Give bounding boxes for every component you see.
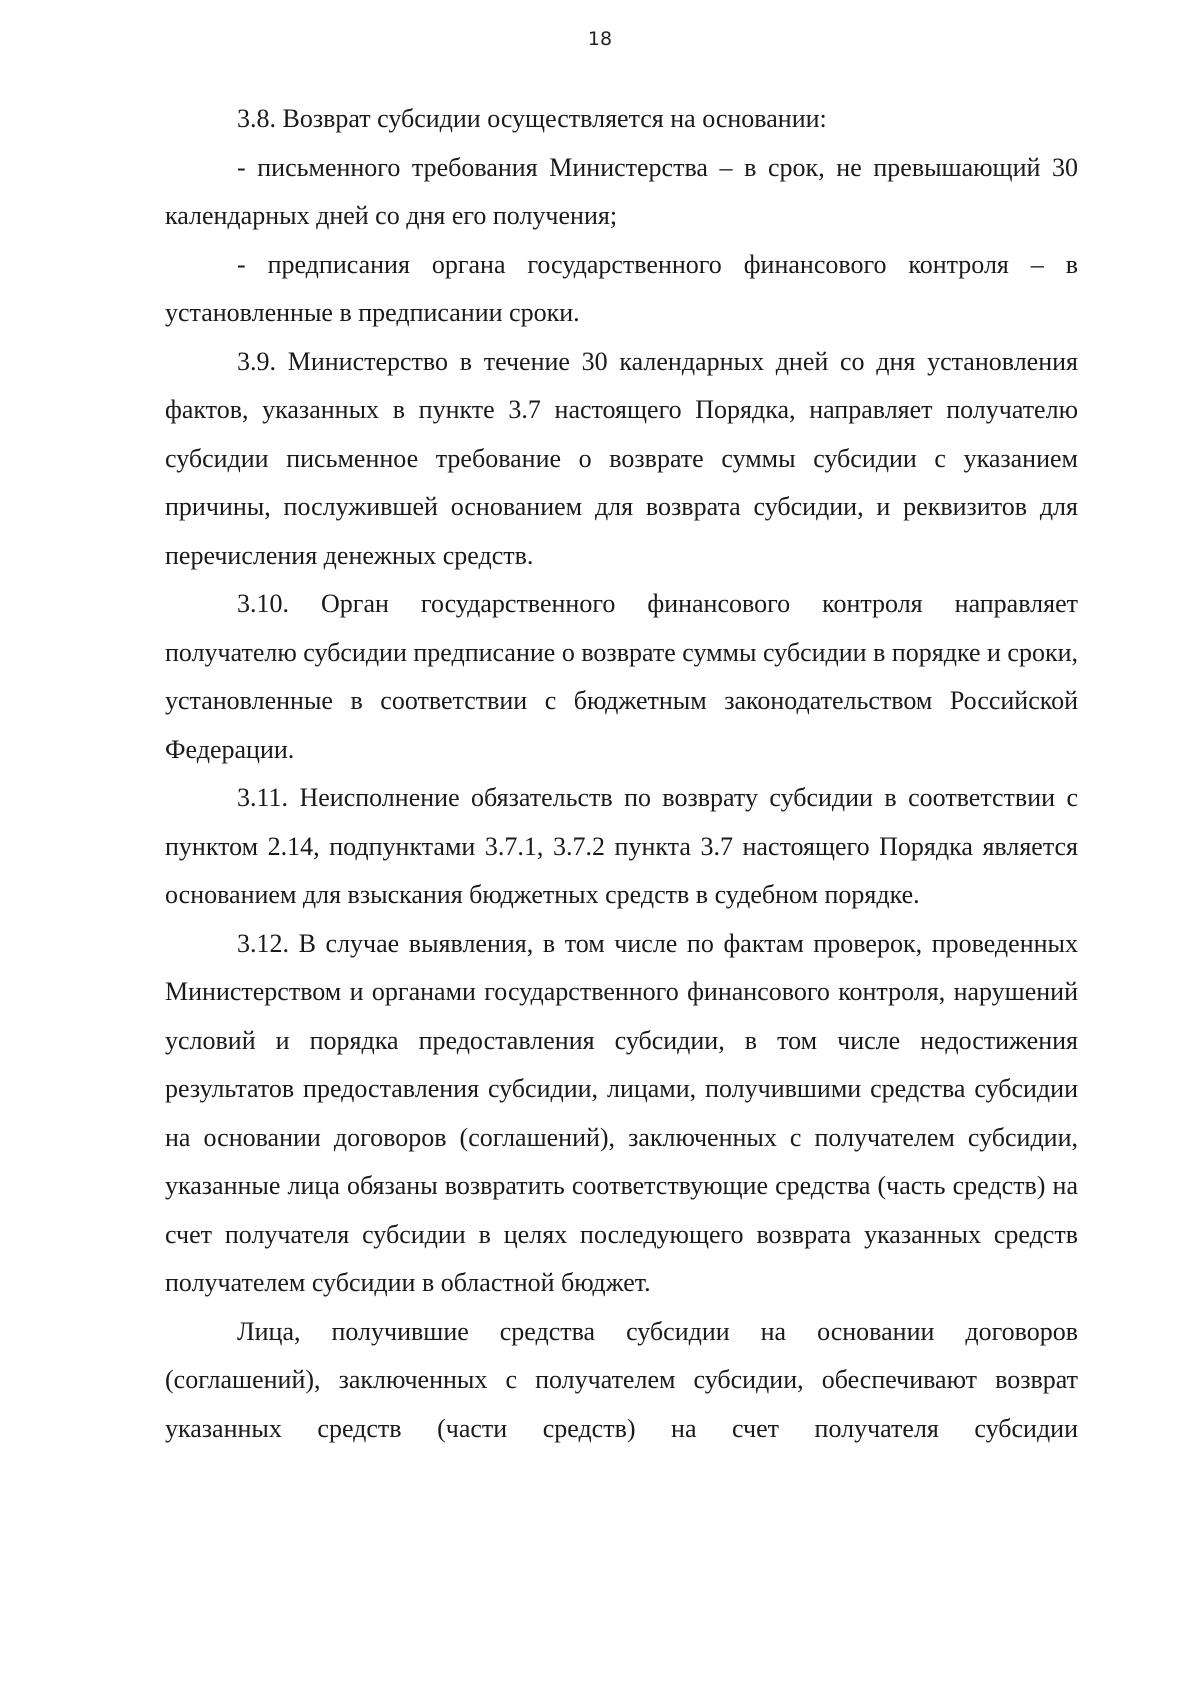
paragraph-3-8: 3.8. Возврат субсидии осуществляется на основании: <box>237 104 827 133</box>
paragraph-written-demand: - письменного требования Министерства – в срок, не превышающий 30 календарных дней со дня его получения; <box>165 152 1078 230</box>
paragraph-control-order: - предписания органа государственного финансового контроля – в установленные в предписании сроки. <box>165 249 1078 327</box>
paragraph-3-12: 3.12. В случае выявления, в том числе по фактам проверок, проведенных Министерством и органами государственного финансового контроля, нарушений условий и порядка предоставления субсидии, в том числе недостижения результатов предоставления субсидии, лицами, получившими средства субсидии на основании договоров (соглашений), заключенных с получателем субсидии, указанные лица обязаны возвратить соответствующие средства (часть средств) на счет получателя субсидии в целях последующего возврата указанных средств получателем субсидии в областной бюджет. <box>165 928 1078 1297</box>
paragraph-3-9: 3.9. Министерство в течение 30 календарных дней со дня установления фактов, указанных в пункте 3.7 настоящего Порядка, направляет получателю субсидии письменное требование о возврате суммы субсидии с указанием причины, послужившей основанием для возврата субсидии, и реквизитов для перечисления денежных средств. <box>165 346 1078 570</box>
page-number: 18 <box>587 28 613 50</box>
paragraph-recipients-return: Лица, получившие средства субсидии на основании договоров (соглашений), заключенных с получателем субсидии, обеспечивают возврат указанных средств (части средств) на счет получателя субсидии <box>165 1316 1078 1443</box>
document-body <box>165 95 1078 1453</box>
paragraph-3-11: 3.11. Неисполнение обязательств по возврату субсидии в соответствии с пунктом 2.14, подпунктами 3.7.1, 3.7.2 пункта 3.7 настоящего Порядка является основанием для взыскания бюджетных средств в судебном порядке. <box>165 783 1078 909</box>
paragraph-3-10: 3.10. Орган государственного финансового контроля направляет получателю субсидии предписание о возврате суммы субсидии в порядке и сроки, установленные в соответствии с бюджетным законодательством Российской Федерации. <box>165 589 1078 764</box>
